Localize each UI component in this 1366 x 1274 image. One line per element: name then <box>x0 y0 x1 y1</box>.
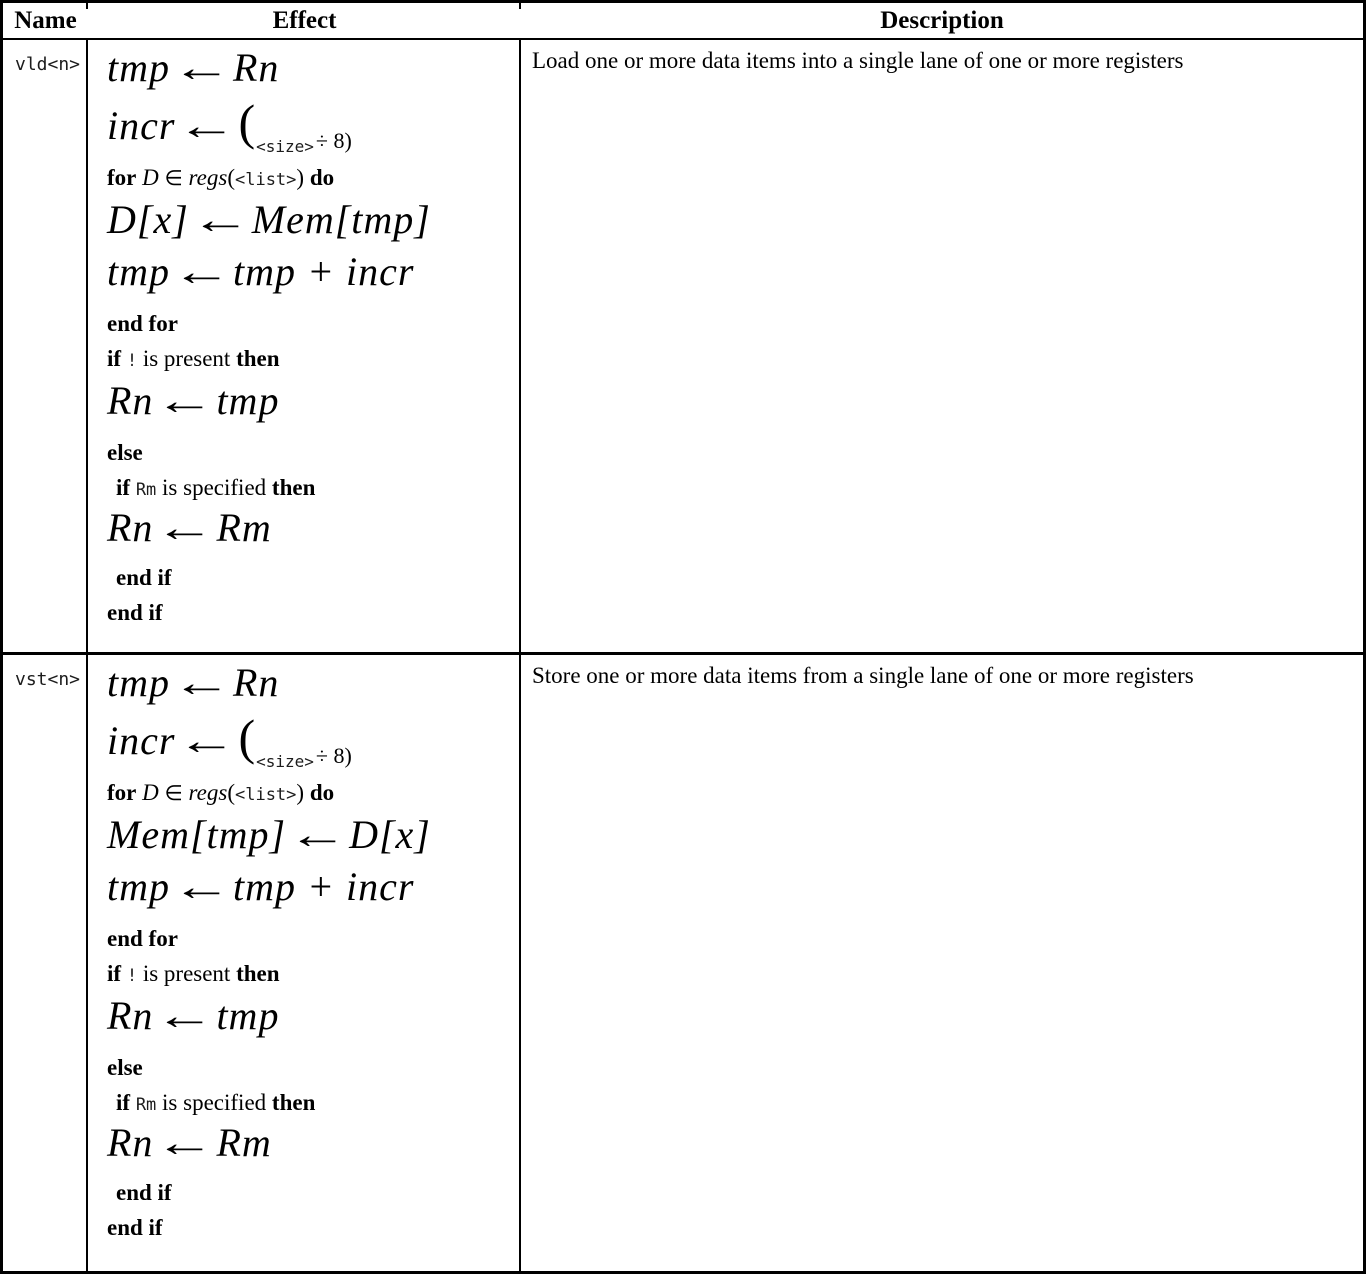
effect-cell <box>88 655 521 1271</box>
end-if-line: end if <box>116 565 172 590</box>
if-rm-line: if Rm is specified then <box>116 475 316 500</box>
math-store-assign: Mem[tmp]←D[x] <box>107 812 431 857</box>
if-writeback-line: if ! is present then <box>107 346 280 371</box>
end-for-line: end for <box>107 926 178 951</box>
header-effect: Effect <box>272 6 337 34</box>
else-line: else <box>107 1055 143 1080</box>
size-placeholder: <size> <box>256 752 314 771</box>
left-arrow-icon: ← <box>171 660 234 705</box>
math-rn-rm: Rn←Rm <box>107 505 272 550</box>
if-writeback-line: if ! is present then <box>107 961 280 986</box>
math-rn-rm: Rn←Rm <box>107 1120 272 1165</box>
math-tmp-assign: tmp←Rn <box>107 660 280 705</box>
description-cell: Store one or more data items from a single lane of one or more registers <box>532 663 1194 688</box>
table-row-vld <box>3 40 1363 652</box>
end-if-line: end if <box>107 1215 163 1240</box>
end-if-line: end if <box>116 1180 172 1205</box>
effect-cell <box>88 40 521 652</box>
left-arrow-icon: ← <box>177 718 239 763</box>
left-arrow-icon: ← <box>287 812 350 857</box>
left-arrow-icon: ← <box>155 505 217 550</box>
list-placeholder: <list> <box>234 785 297 805</box>
for-line: for D ∈ regs(<list>) do <box>107 780 335 805</box>
list-placeholder: <list> <box>234 170 297 190</box>
instruction-name: vld<n> <box>3 40 88 652</box>
element-of-icon: ∈ <box>164 781 183 805</box>
table-header-row <box>3 3 1363 40</box>
end-for-line: end for <box>107 311 178 336</box>
header-description: Description <box>880 6 1004 34</box>
math-incr-assign: incr←(<size>÷ 8) <box>107 713 517 773</box>
math-rn-tmp: Rn←tmp <box>107 378 280 423</box>
column-divider-tick <box>86 3 88 9</box>
left-arrow-icon: ← <box>155 378 217 423</box>
size-placeholder: <size> <box>256 137 314 156</box>
left-arrow-icon: ← <box>155 1120 217 1165</box>
math-tmp-assign: tmp←Rn <box>107 45 280 90</box>
left-arrow-icon: ← <box>177 103 239 148</box>
math-rn-tmp: Rn←tmp <box>107 993 280 1038</box>
header-name: Name <box>14 6 77 34</box>
left-arrow-icon: ← <box>171 864 234 909</box>
math-incr-step: tmp←tmp + incr <box>107 864 415 909</box>
math-incr-assign: incr←(<size>÷ 8) <box>107 98 517 158</box>
description-cell: Load one or more data items into a single lane of one or more registers <box>532 48 1184 73</box>
column-divider-tick <box>519 3 521 9</box>
element-of-icon: ∈ <box>164 166 183 190</box>
left-arrow-icon: ← <box>171 45 234 90</box>
math-load-assign: D[x]←Mem[tmp] <box>107 197 431 242</box>
if-rm-line: if Rm is specified then <box>116 1090 316 1115</box>
else-line: else <box>107 440 143 465</box>
end-if-line: end if <box>107 600 163 625</box>
left-arrow-icon: ← <box>190 197 253 242</box>
left-arrow-icon: ← <box>171 249 234 294</box>
left-arrow-icon: ← <box>155 993 217 1038</box>
instruction-name: vst<n> <box>3 655 88 1271</box>
for-line: for D ∈ regs(<list>) do <box>107 165 335 190</box>
math-incr-step: tmp←tmp + incr <box>107 249 415 294</box>
table-row-vst <box>3 652 1363 1271</box>
